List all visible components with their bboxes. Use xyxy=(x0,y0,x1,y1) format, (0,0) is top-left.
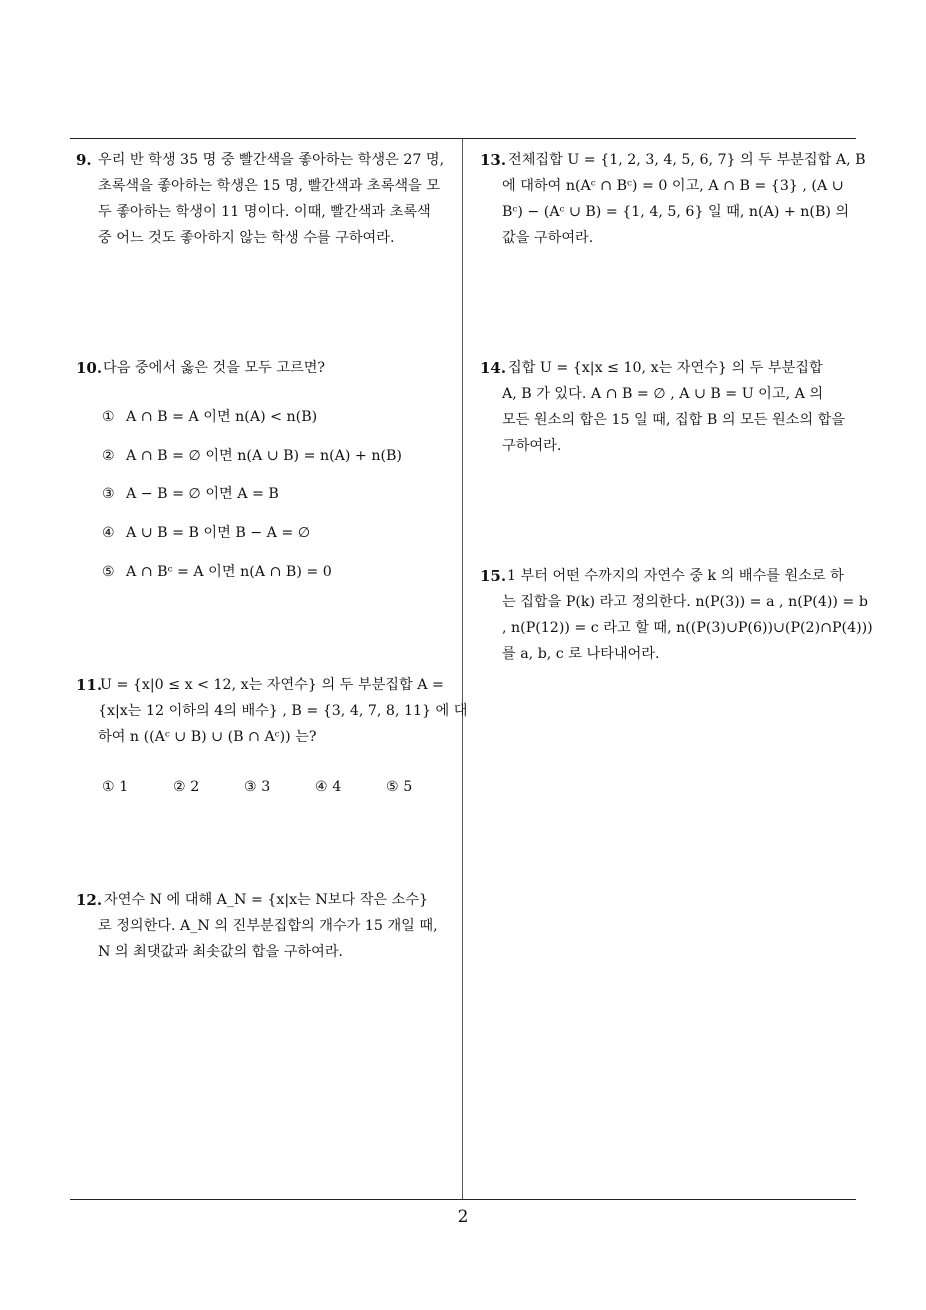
problem-14 xyxy=(480,355,860,459)
problem-13 xyxy=(480,147,866,251)
problem-text-line: 두 좋아하는 학생이 11 명이다. 이때, 빨간색과 초록색 xyxy=(98,204,431,220)
problem-number: 9. xyxy=(76,151,92,169)
problem-text-line: 1 부터 어떤 수까지의 자연수 중 k 의 배수를 원소로 하 xyxy=(507,568,844,584)
choice-item[interactable] xyxy=(102,443,402,482)
column-divider xyxy=(462,139,463,1199)
problem-text-line: 우리 반 학생 35 명 중 빨간색을 좋아하는 학생은 27 명, xyxy=(98,152,445,168)
problem-text-line: 를 a, b, c 로 나타내어라. xyxy=(502,646,660,662)
choice-item[interactable]: ① 1 xyxy=(102,779,129,795)
choice-list xyxy=(102,404,402,597)
choice-item[interactable] xyxy=(102,559,402,598)
problem-text-line: U = {x|0 ≤ x < 12, x는 자연수} 의 두 부분집합 A = xyxy=(100,677,444,693)
problem-number: 10. xyxy=(76,359,103,377)
choice-item[interactable]: ③ 3 xyxy=(244,779,271,795)
problem-text-line: , n(P(12)) = c 라고 할 때, n((P(3)∪P(6))∪(P(2)∩P(4))) xyxy=(502,620,873,636)
choice-text: A ∩ B = A 이면 n(A) < n(B) xyxy=(126,409,318,425)
choice-number: ① xyxy=(102,409,115,425)
choice-number: ⑤ xyxy=(102,563,115,580)
problem-text-line: 자연수 N 에 대해 A_N = {x|x는 N보다 작은 소수} xyxy=(104,892,429,908)
choice-text: A − B = ∅ 이면 A = B xyxy=(126,486,279,503)
top-rule xyxy=(70,138,856,139)
choice-number: ③ xyxy=(102,486,115,503)
bottom-rule xyxy=(70,1199,856,1200)
problem-text-line: 중 어느 것도 좋아하지 않는 학생 수를 구하여라. xyxy=(98,230,395,246)
problem-text-line: N 의 최댓값과 최솟값의 합을 구하여라. xyxy=(98,944,344,960)
problem-number: 11. xyxy=(76,676,103,694)
problem-12 xyxy=(76,887,460,965)
choice-number: ④ xyxy=(102,525,115,542)
problem-text-line: {x|x는 12 이하의 4의 배수} , B = {3, 4, 7, 8, 11} 에 대 xyxy=(98,703,468,719)
choice-text: A ∩ Bᶜ = A 이면 n(A ∩ B) = 0 xyxy=(126,563,332,580)
choice-item[interactable] xyxy=(102,481,402,520)
choice-item[interactable]: ④ 4 xyxy=(315,779,342,795)
problem-number: 12. xyxy=(76,891,103,909)
problem-10 xyxy=(76,355,460,381)
problem-9 xyxy=(76,147,460,251)
choice-row xyxy=(102,779,457,795)
page-number: 2 xyxy=(457,1207,469,1227)
problem-text-line: 다음 중에서 옳은 것을 모두 고르면? xyxy=(103,360,326,376)
choice-text: A ∩ B = ∅ 이면 n(A ∪ B) = n(A) + n(B) xyxy=(126,447,402,464)
problem-number: 13. xyxy=(480,151,507,169)
problem-text-line: 집합 U = {x|x ≤ 10, x는 자연수} 의 두 부분집합 xyxy=(508,360,823,376)
problem-text-line: 하여 n ((Aᶜ ∪ B) ∪ (B ∩ Aᶜ)) 는? xyxy=(98,729,317,745)
problem-text-line: Bᶜ) − (Aᶜ ∪ B) = {1, 4, 5, 6} 일 때, n(A) + n(B) 의 xyxy=(502,204,850,220)
choice-text: A ∪ B = B 이면 B − A = ∅ xyxy=(126,525,311,542)
problem-number: 14. xyxy=(480,359,507,377)
choice-item[interactable]: ② 2 xyxy=(173,779,200,795)
problem-text-line: 로 정의한다. A_N 의 진부분집합의 개수가 15 개일 때, xyxy=(98,918,438,934)
problem-text-line: 모든 원소의 합은 15 일 때, 집합 B 의 모든 원소의 합을 xyxy=(502,412,845,428)
choice-item[interactable]: ⑤ 5 xyxy=(386,779,413,795)
choice-item[interactable] xyxy=(102,404,402,443)
problem-text-line: 에 대하여 n(Aᶜ ∩ Bᶜ) = 0 이고, A ∩ B = {3} , (A ∪ xyxy=(502,178,844,194)
problem-text-line: 구하여라. xyxy=(502,438,562,454)
problem-number: 15. xyxy=(480,567,507,585)
problem-11 xyxy=(76,672,468,750)
choice-number: ② xyxy=(102,447,115,464)
choice-item[interactable] xyxy=(102,520,402,559)
problem-text-line: 초록색을 좋아하는 학생은 15 명, 빨간색과 초록색을 모 xyxy=(98,178,440,194)
problem-text-line: A, B 가 있다. A ∩ B = ∅ , A ∪ B = U 이고, A 의 xyxy=(502,386,824,402)
problem-15 xyxy=(480,563,873,667)
problem-text-line: 는 집합을 P(k) 라고 정의한다. n(P(3)) = a , n(P(4)) = b xyxy=(502,594,868,610)
problem-text-line: 전체집합 U = {1, 2, 3, 4, 5, 6, 7} 의 두 부분집합 A, B xyxy=(508,152,866,168)
problem-text-line: 값을 구하여라. xyxy=(502,230,594,246)
